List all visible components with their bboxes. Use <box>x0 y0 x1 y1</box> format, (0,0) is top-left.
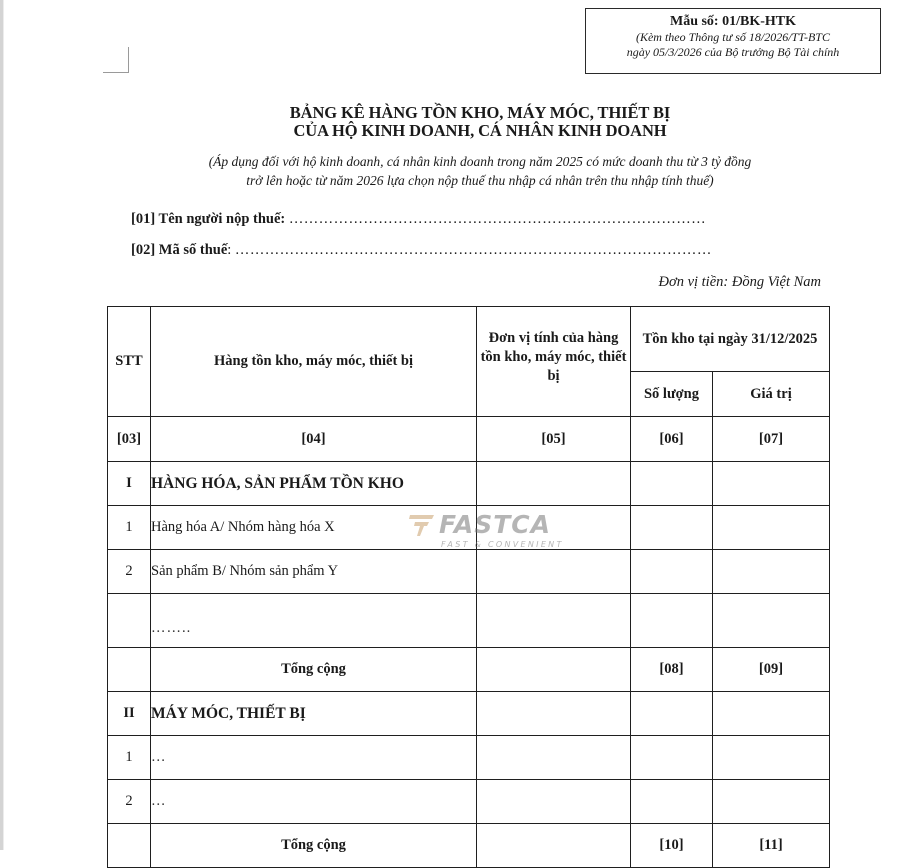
watermark-tagline: FAST & CONVENIENT <box>441 540 564 549</box>
value-cell[interactable] <box>713 550 830 594</box>
total-quantity-cell[interactable]: [08] <box>631 648 713 692</box>
form-code-box <box>585 8 881 74</box>
quantity-cell[interactable] <box>631 780 713 824</box>
subtitle-line-2: trở lên hoặc từ năm 2026 lựa chọn nộp thuế thu nhập cá nhân trên thu nhập tính thuế) <box>246 173 714 188</box>
watermark-brand: FASTCA <box>439 510 551 539</box>
table-row <box>108 780 830 824</box>
item-cell[interactable]: Sản phẩm B/ Nhóm sản phẩm Y <box>151 550 477 594</box>
stt-cell <box>108 648 151 692</box>
code-cell: [07] <box>713 417 830 462</box>
total-label: Tổng cộng <box>151 648 477 692</box>
value-cell[interactable] <box>713 780 830 824</box>
unit-cell[interactable] <box>477 550 631 594</box>
item-cell[interactable]: Hàng hóa A/ Nhóm hàng hóa X <box>151 506 477 550</box>
header-quantity: Số lượng <box>631 372 713 417</box>
page-margin-corner-mark <box>103 47 129 73</box>
taxpayer-name-blank[interactable]: ………………………………………………………………………… <box>288 211 707 227</box>
header-stt: STT <box>108 307 151 417</box>
quantity-cell[interactable] <box>631 550 713 594</box>
header-inventory-date: Tồn kho tại ngày 31/12/2025 <box>631 307 830 372</box>
stt-cell <box>108 594 151 648</box>
table-row <box>108 736 830 780</box>
stt-cell: 2 <box>108 550 151 594</box>
unit-cell[interactable] <box>477 780 631 824</box>
unit-cell[interactable] <box>477 692 631 736</box>
value-cell[interactable] <box>713 736 830 780</box>
document-subtitle <box>120 152 840 190</box>
tax-code-label: [02] Mã số thuế <box>131 242 228 258</box>
stt-cell: 2 <box>108 780 151 824</box>
stt-cell: II <box>108 692 151 736</box>
quantity-cell[interactable] <box>631 462 713 506</box>
title-line-2: CỦA HỘ KINH DOANH, CÁ NHÂN KINH DOANH <box>293 121 667 140</box>
item-cell: MÁY MÓC, THIẾT BỊ <box>151 692 477 736</box>
section-row-goods <box>108 462 830 506</box>
total-row-goods <box>108 648 830 692</box>
item-cell[interactable]: … <box>151 780 477 824</box>
column-code-row <box>108 417 830 462</box>
stt-cell: 1 <box>108 736 151 780</box>
stt-cell: I <box>108 462 151 506</box>
table-header-row <box>108 307 830 372</box>
subtitle-line-1: (Áp dụng đối với hộ kinh doanh, cá nhân kinh doanh trong năm 2025 có mức doanh thu từ 3 tỷ đồng <box>208 154 752 169</box>
form-reference-line-2: ngày 05/3/2026 của Bộ trưởng Bộ Tài chính <box>626 45 840 59</box>
quantity-cell[interactable] <box>631 692 713 736</box>
unit-cell[interactable] <box>477 594 631 648</box>
item-cell: HÀNG HÓA, SẢN PHẨM TỒN KHO <box>151 462 477 506</box>
item-cell[interactable]: … <box>151 736 477 780</box>
currency-unit-note: Đơn vị tiền: Đồng Việt Nam <box>658 274 821 290</box>
tax-code-separator: : <box>227 242 232 258</box>
value-cell[interactable] <box>713 594 830 648</box>
form-reference-line-1: (Kèm theo Thông tư số 18/2026/TT-BTC <box>635 30 830 44</box>
document-title <box>130 104 830 140</box>
code-cell: [06] <box>631 417 713 462</box>
unit-cell <box>477 648 631 692</box>
inventory-table <box>107 306 830 868</box>
total-row-equipment <box>108 824 830 868</box>
header-value: Giá trị <box>713 372 830 417</box>
value-cell[interactable] <box>713 506 830 550</box>
total-quantity-cell[interactable]: [10] <box>631 824 713 868</box>
unit-cell[interactable] <box>477 506 631 550</box>
item-cell[interactable]: …….. <box>151 594 477 648</box>
form-code: Mẫu số: 01/BK-HTK <box>669 14 796 29</box>
table-row <box>108 506 830 550</box>
header-item: Hàng tồn kho, máy móc, thiết bị <box>151 307 477 417</box>
stt-cell: 1 <box>108 506 151 550</box>
tax-code-field[interactable] <box>131 242 712 259</box>
title-line-1: BẢNG KÊ HÀNG TỒN KHO, MÁY MÓC, THIẾT BỊ <box>289 103 671 122</box>
taxpayer-name-label: [01] Tên người nộp thuế: <box>131 211 286 227</box>
header-unit: Đơn vị tính của hàng tồn kho, máy móc, thiết bị <box>477 307 631 417</box>
code-cell: [03] <box>108 417 151 462</box>
taxpayer-name-field[interactable] <box>131 211 706 228</box>
tax-code-blank[interactable]: …………………………………………………………………………………… <box>234 242 712 258</box>
total-value-cell[interactable]: [09] <box>713 648 830 692</box>
value-cell[interactable] <box>713 462 830 506</box>
quantity-cell[interactable] <box>631 594 713 648</box>
stt-cell <box>108 824 151 868</box>
table-row <box>108 550 830 594</box>
unit-cell[interactable] <box>477 462 631 506</box>
total-value-cell[interactable]: [11] <box>713 824 830 868</box>
unit-cell[interactable] <box>477 736 631 780</box>
page-edge <box>0 0 4 850</box>
code-cell: [04] <box>151 417 477 462</box>
quantity-cell[interactable] <box>631 736 713 780</box>
table-row <box>108 594 830 648</box>
section-row-equipment <box>108 692 830 736</box>
quantity-cell[interactable] <box>631 506 713 550</box>
code-cell: [05] <box>477 417 631 462</box>
unit-cell <box>477 824 631 868</box>
value-cell[interactable] <box>713 692 830 736</box>
total-label: Tổng cộng <box>151 824 477 868</box>
